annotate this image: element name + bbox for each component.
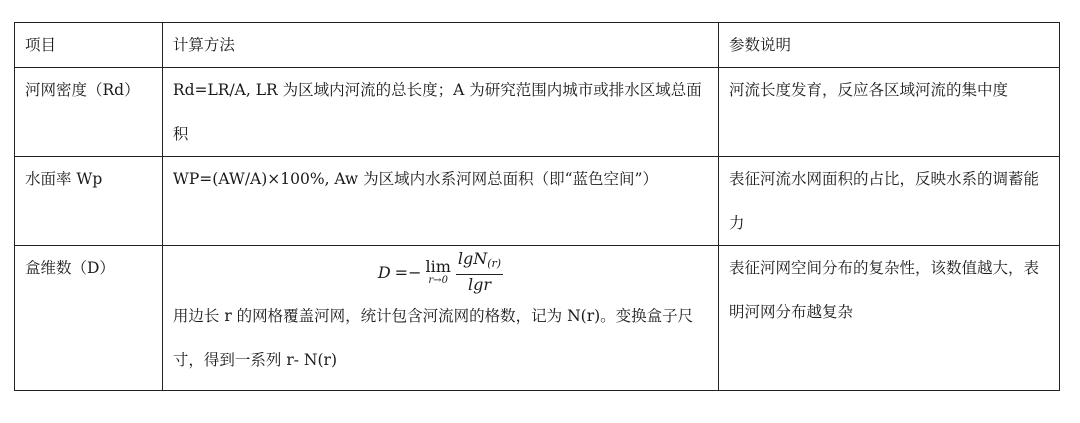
numerator-text: lgN	[457, 249, 488, 268]
limit-subscript: r→0	[428, 274, 448, 286]
header-item: 项目	[15, 23, 163, 68]
formula-fraction	[456, 250, 503, 294]
box-dimension-formula	[173, 246, 708, 294]
formula-equals: =−	[394, 262, 422, 282]
header-method: 计算方法	[162, 23, 718, 68]
formula-lhs: D	[377, 262, 391, 282]
row-description: 表征河流水网面积的占比，反映水系的调蓄能力	[718, 157, 1059, 246]
fraction-denominator: lgr	[467, 275, 491, 294]
parameter-table	[14, 22, 1060, 391]
table-row	[15, 157, 1060, 246]
row-description: 表征河网空间分布的复杂性，该数值越大，表明河网分布越复杂	[718, 246, 1059, 391]
fraction-numerator	[456, 250, 503, 275]
formula-limit	[425, 256, 451, 286]
table-row	[15, 68, 1060, 157]
row-item: 河网密度（Rd）	[15, 68, 163, 157]
row-description: 河流长度发育，反应各区域河流的集中度	[718, 68, 1059, 157]
row-item: 盒维数（D）	[15, 246, 163, 391]
limit-word: lim	[425, 256, 451, 276]
header-description: 参数说明	[718, 23, 1059, 68]
row-method: 用边长 r 的网格覆盖河网，统计包含河流网的格数，记为 N(r)。变换盒子尺寸，得到一系列 r- N(r)	[172, 307, 694, 369]
row-method-cell	[162, 246, 718, 391]
row-item: 水面率 Wp	[15, 157, 163, 246]
table-header-row	[15, 23, 1060, 68]
numerator-subscript: (r)	[487, 257, 502, 270]
table-row	[15, 246, 1060, 391]
row-method: Rd=LR/A, LR 为区域内河流的总长度；A 为研究范围内城市或排水区域总面积	[162, 68, 718, 157]
row-method: WP=(AW/A)×100%, Aw 为区域内水系河网总面积（即“蓝色空间”）	[162, 157, 718, 246]
